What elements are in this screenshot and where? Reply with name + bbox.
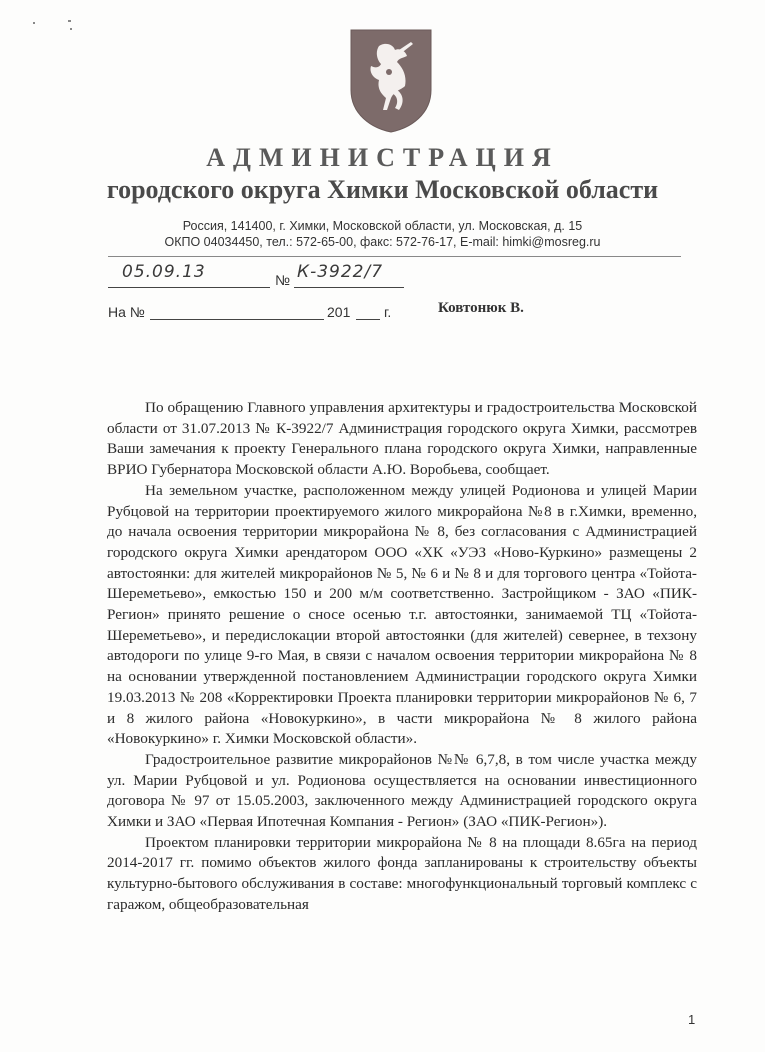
year-label: 201: [327, 304, 351, 320]
scan-speck: [68, 20, 71, 22]
scan-speck: [70, 28, 72, 30]
org-title: АДМИНИСТРАЦИЯ: [206, 143, 559, 172]
outgoing-number: К-3922/7: [297, 262, 384, 282]
body-paragraph: Проектом планировки территории микрорайона № 8 на площади 8.65га на период 2014-2017 гг. помимо объектов жилого фонда запланированы к строительству объекты культурно-бытового обслуживания в составе: многофункциональный торговый комплекс с гаражом, общеобразовательная: [107, 833, 697, 913]
coat-of-arms-icon: [349, 28, 433, 134]
scan-speck: [33, 22, 35, 24]
body-paragraph: На земельном участке, расположенном между улицей Родионова и улицей Марии Рубцовой на территории проектируемого жилого микрорайона №8 в г.Химки, временно, до начала освоения территории микрорайона № 8, без согласования с Администрацией городского округа Химки арендатором ООО «ХК «УЭЗ «Ново-Куркино» размещены 2 автостоянки: для жителей микрорайонов № 5, № 6 и № 8 и для торгового центра «Тойота-Шереметьево», емкостью 150 и 200 м/м соответственно. Застройщиком - ЗАО «ПИК-Регион» принято решение о сносе осенью т.г. автостоянки, занимаемой ТЦ «Тойота-Шереметьево», и передислокации второй автостоянки (для жителей) севернее, в техзону автодороги по улице 9-го Мая, в связи с началом освоения территории микрорайона № 8 на основании утвержденной постановлением Администрации городского округа Химки 19.03.2013 № 208 «Корректировки Проекта планировки территории микрорайонов № 6, 7 и 8 жилого района «Новокуркино», в части микрорайона № 8 жилого района «Новокуркино» г. Химки Московской области».: [107, 481, 697, 748]
outgoing-date: 05.09.13: [122, 262, 206, 282]
year-suffix: г.: [384, 304, 392, 320]
body-paragraph: По обращению Главного управления архитектуры и градостроительства Московской области от 31.07.2013 № К-3922/7 Администрация городского округа Химки, рассмотрев Ваши замечания к проекту Генерального плана городского округа Химки, направленные ВРИО Губернатора Московской области А.Ю. Воробьева, сообщает.: [107, 399, 697, 479]
body-paragraph: Градостроительное развитие микрорайонов №№ 6,7,8, в том числе участка между ул. Марии Рубцовой и ул. Родионова осуществляется на основании инвестиционного договора № 97 от 15.05.2003, заключенного между Администрацией городского округа Химки и ЗАО «Первая Ипотечная Компания - Регион» (ЗАО «ПИК-Регион»).: [107, 750, 697, 831]
header-divider: [108, 256, 681, 257]
number-underline: [294, 287, 404, 288]
org-subtitle: городского округа Химки Московской области: [106, 175, 659, 204]
date-underline: [108, 287, 270, 288]
addressee: Ковтонюк В.: [438, 300, 524, 316]
reply-number-underline: [150, 319, 324, 320]
address-line: Россия, 141400, г. Химки, Московской области, ул. Московская, д. 15: [182, 219, 583, 233]
reply-to-label: На №: [108, 304, 145, 320]
year-underline: [356, 319, 380, 320]
page-number: 1: [688, 1012, 696, 1027]
contact-line: ОКПО 04034450, тел.: 572-65-00, факс: 572-76-17, E-mail: himki@mosreg.ru: [164, 235, 601, 249]
number-prefix: №: [275, 272, 291, 288]
letter-body: [107, 398, 697, 916]
